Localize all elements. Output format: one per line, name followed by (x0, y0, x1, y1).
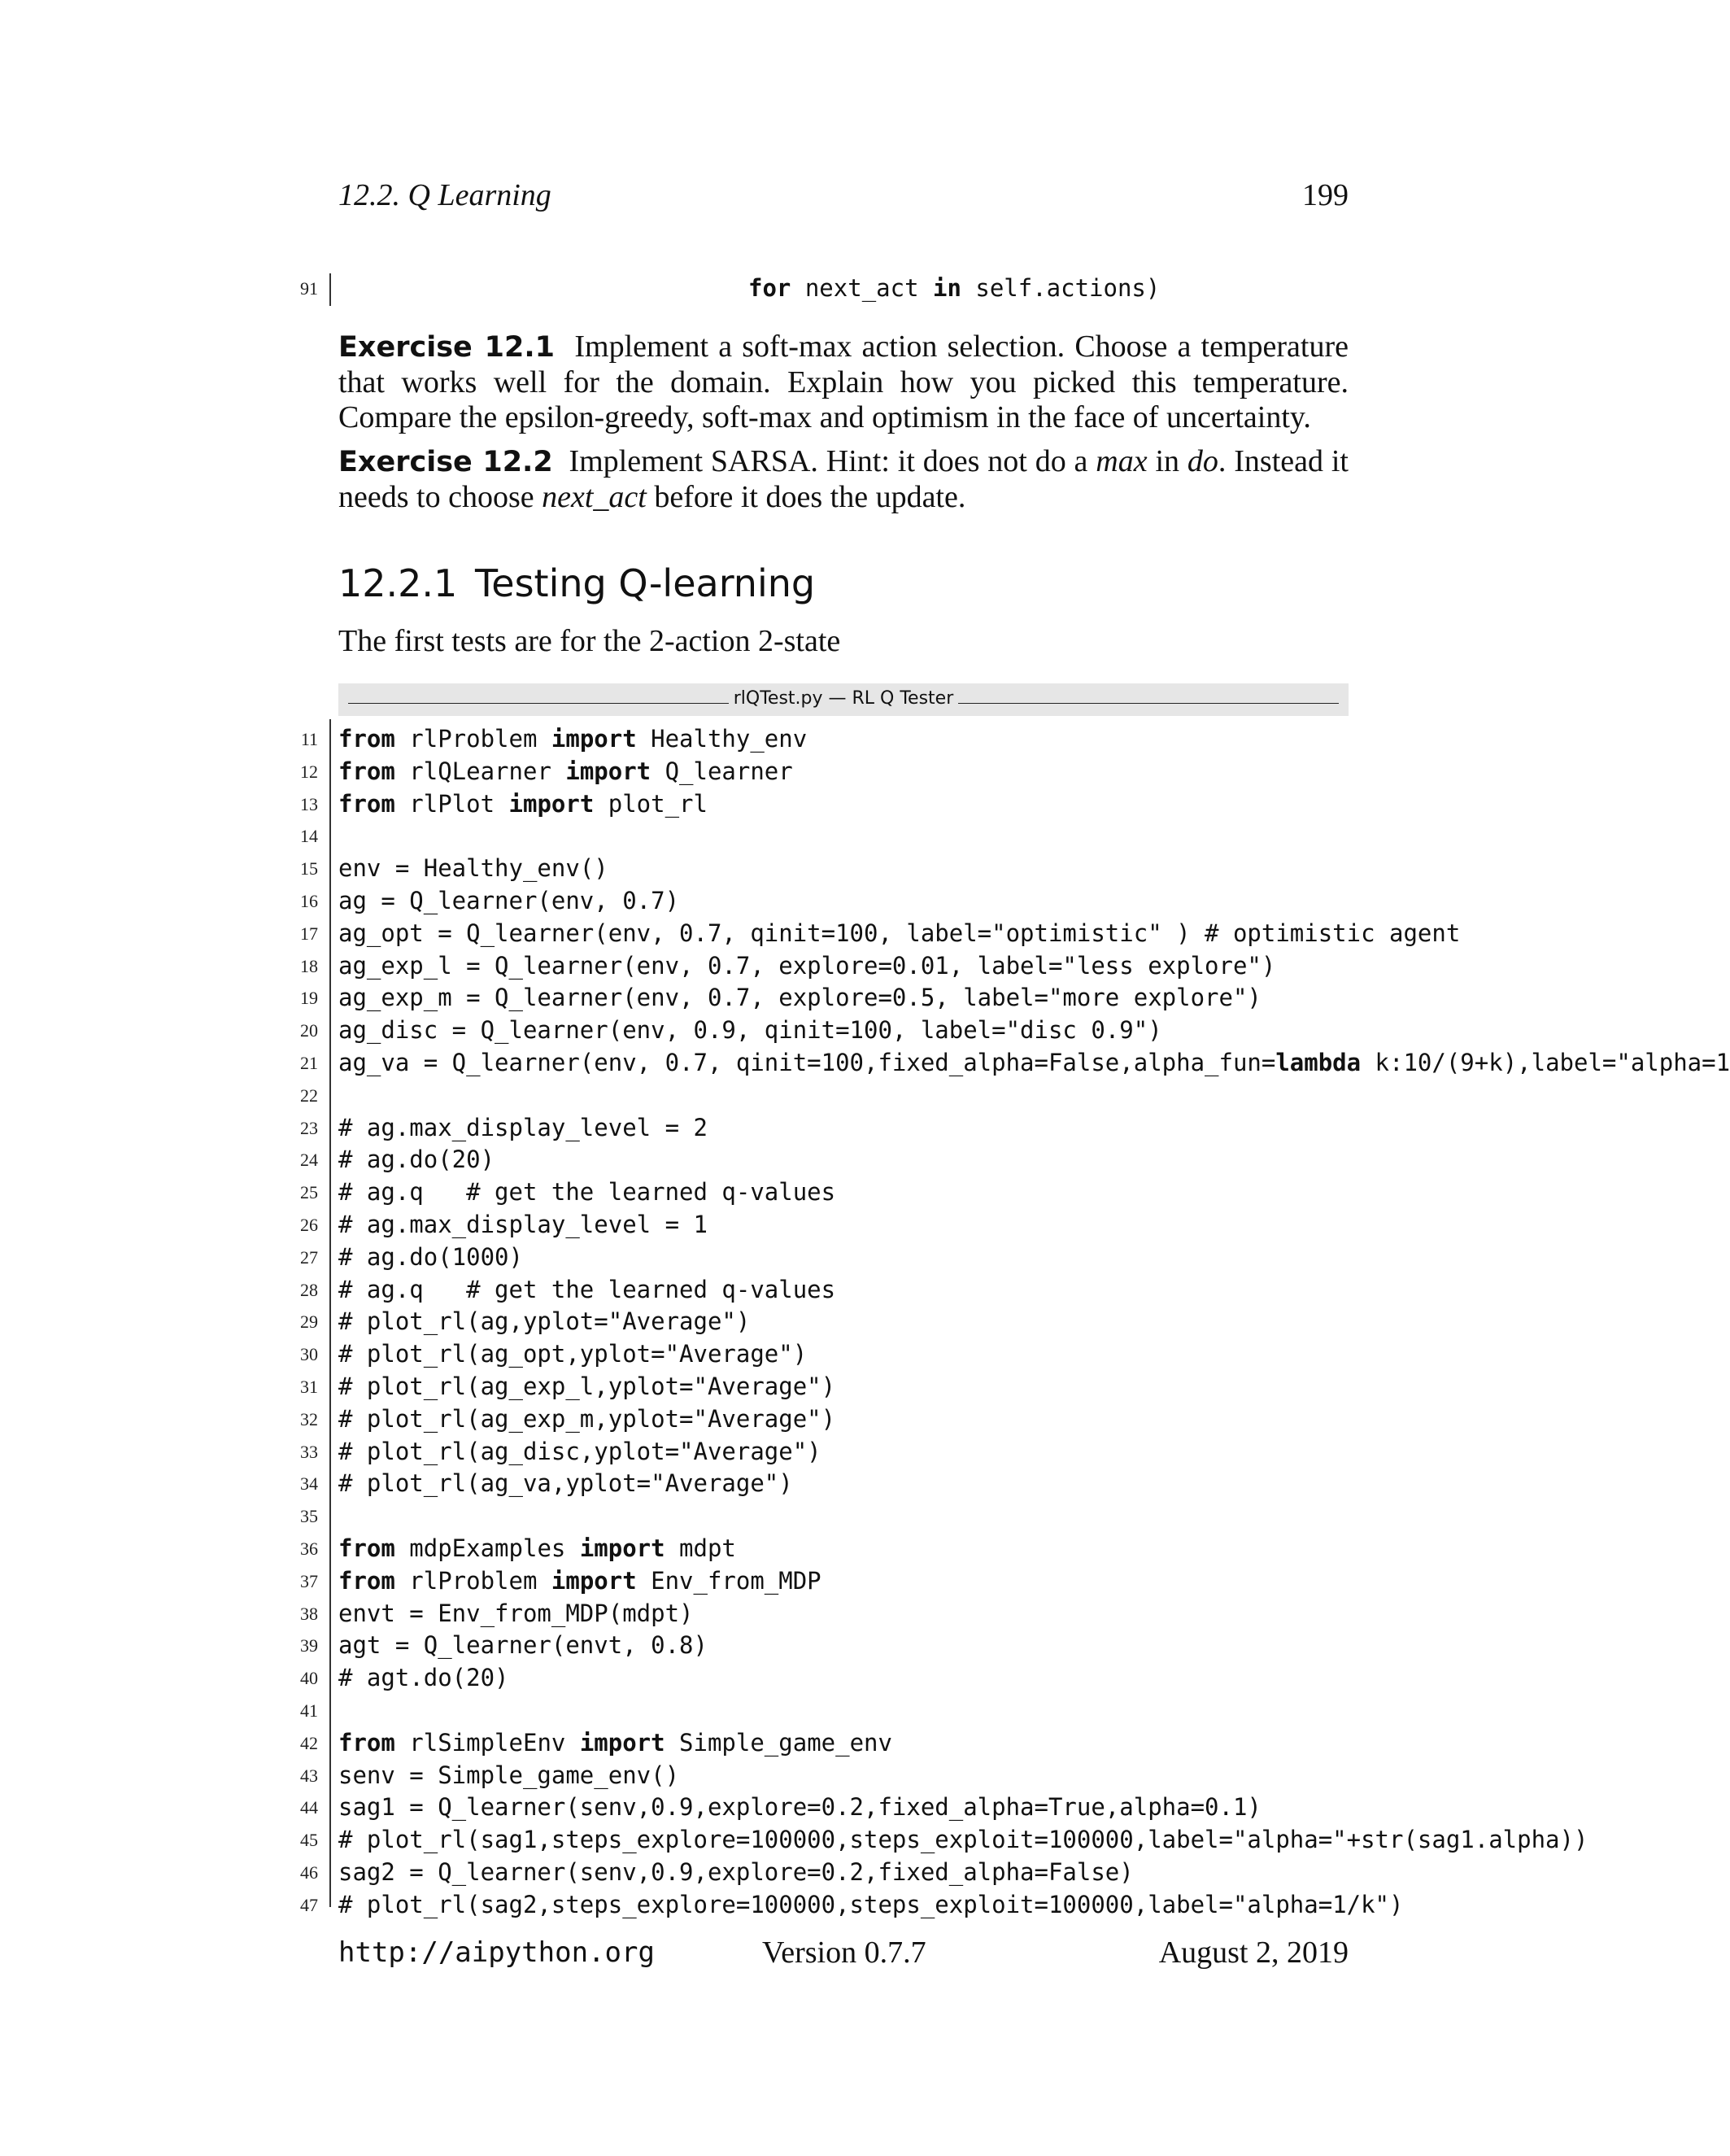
line-number: 17 (300, 923, 318, 944)
line-number: 43 (300, 1765, 318, 1786)
section-heading (338, 561, 815, 605)
line-number: 32 (300, 1408, 318, 1429)
code-text: mdpt (665, 1534, 736, 1562)
keyword: lambda (1275, 1049, 1362, 1076)
running-title: 12.2. Q Learning (338, 178, 551, 212)
code-line (338, 1597, 694, 1630)
exercise-12-2 (338, 444, 1349, 515)
code-line (338, 1305, 750, 1338)
code-line (338, 755, 793, 788)
keyword: from (338, 1534, 395, 1562)
exercise-text: . Instead it needs to choose (338, 444, 1349, 514)
line-number: 22 (300, 1085, 318, 1106)
line-number: 12 (300, 761, 318, 782)
code-text: ag_disc = Q_learner(env, 0.9, qinit=100, label="disc 0.9") (338, 1016, 1162, 1045)
exercise-label: Exercise 12.2 (338, 446, 553, 478)
code-line (338, 1565, 821, 1597)
code-line (338, 1111, 708, 1144)
code-line (338, 1403, 835, 1435)
exercise-label: Exercise 12.1 (338, 331, 556, 364)
line-number: 31 (300, 1377, 318, 1397)
code-text: # plot_rl(ag_opt,yplot="Average") (338, 1340, 808, 1368)
file-banner (338, 683, 1349, 716)
code-text: senv = Simple_game_env() (338, 1761, 680, 1789)
code-text: # ag.do(1000) (338, 1242, 523, 1271)
code-text: ag_exp_m = Q_learner(env, 0.7, explore=0.5, label="more explore") (338, 984, 1262, 1012)
code-line (338, 1629, 708, 1661)
line-number: 16 (300, 891, 318, 911)
footer-url[interactable]: http://aipython.org (338, 1936, 655, 1969)
code-text: # plot_rl(ag_disc,yplot="Average") (338, 1437, 821, 1465)
code-line (338, 1823, 1588, 1856)
code-line (338, 1370, 835, 1403)
keyword: import (565, 757, 651, 785)
line-number: 13 (300, 793, 318, 814)
line-number: 21 (300, 1053, 318, 1073)
code-line (338, 1467, 793, 1499)
code-text: ag_exp_l = Q_learner(env, 0.7, explore=0.01, label="less explore") (338, 951, 1276, 980)
section-number: 12.2.1 (338, 561, 458, 605)
code-text: rlProblem (394, 725, 551, 753)
exercise-text: in (1147, 444, 1187, 478)
keyword: import (579, 1534, 665, 1562)
line-number: 47 (300, 1894, 318, 1915)
emphasis: next_act (542, 480, 647, 514)
keyword: from (338, 757, 395, 785)
code-text: rlPlot (394, 789, 509, 818)
code-text: k:10/(9+k),label="alpha=1 (1361, 1049, 1730, 1076)
code-line (338, 1241, 523, 1273)
code-text: # ag.q # get the learned q-values (338, 1178, 836, 1207)
code-line (338, 1759, 679, 1792)
line-number: 30 (300, 1344, 318, 1365)
code-text: sag1 = Q_learner(senv,0.9,explore=0.2,fixed_alpha=True,alpha=0.1) (338, 1793, 1262, 1822)
code-text: # plot_rl(ag_exp_m,yplot="Average") (338, 1404, 836, 1433)
line-number: 40 (300, 1668, 318, 1689)
line-number: 20 (300, 1020, 318, 1041)
code-text: # plot_rl(sag1,steps_explore=100000,steps_exploit=100000,label="alpha="+str(sag1.alpha)) (338, 1826, 1588, 1854)
code-text: self.actions) (961, 274, 1161, 302)
keyword: import (551, 725, 637, 753)
line-number: 18 (300, 955, 318, 976)
code-text: ag_opt = Q_learner(env, 0.7, qinit=100, label="optimistic" ) # optimistic agent (338, 919, 1461, 947)
section-title: Testing Q-learning (475, 561, 816, 605)
code-line (338, 1791, 1262, 1823)
code-text: Healthy_env (636, 725, 808, 753)
code-text: env = Healthy_env() (338, 854, 608, 883)
code-text: # plot_rl(ag,yplot="Average") (338, 1307, 751, 1336)
line-number: 44 (300, 1797, 318, 1818)
line-number: 38 (300, 1603, 318, 1624)
exercise-text: Implement a soft-max action selection. Choose a temperature that works well for the domain. Explain how you picked this temperature. Compare the epsilon-greedy, soft-max and optimism in the face of uncertainty. (338, 330, 1349, 434)
code-text: # ag.do(20) (338, 1146, 495, 1174)
code-line (338, 884, 679, 917)
code-text: # plot_rl(ag_exp_l,yplot="Average") (338, 1373, 836, 1400)
code-text: Simple_game_env (665, 1728, 892, 1757)
line-number: 45 (300, 1830, 318, 1851)
line-number: 33 (300, 1441, 318, 1462)
line-number: 29 (300, 1311, 318, 1333)
code-text: Env_from_MDP (636, 1566, 821, 1595)
line-number: 24 (300, 1150, 318, 1171)
code-rule (329, 273, 331, 306)
line-number: 28 (300, 1279, 318, 1300)
code-line (338, 1856, 1134, 1888)
code-line (338, 1208, 708, 1241)
code-line (338, 949, 1275, 982)
code-line-91 (748, 272, 1160, 304)
line-number: 36 (300, 1538, 318, 1559)
emphasis: do (1187, 444, 1218, 478)
keyword: import (508, 789, 595, 818)
code-line (338, 1176, 835, 1208)
code-text: # ag.q # get the learned q-values (338, 1275, 836, 1303)
line-number: 35 (300, 1506, 318, 1527)
page-number: 199 (1302, 178, 1349, 212)
code-text: ag_va = Q_learner(env, 0.7, qinit=100,fixed_alpha=False,alpha_fun= (338, 1049, 1276, 1076)
intro-text: The first tests are for the 2-action 2-state (338, 624, 841, 658)
line-number: 19 (300, 988, 318, 1009)
code-line (338, 722, 807, 755)
emphasis: max (1096, 444, 1148, 478)
code-text: # plot_rl(ag_va,yplot="Average") (338, 1469, 793, 1498)
code-line (338, 1273, 835, 1306)
exercise-12-1 (338, 330, 1349, 435)
code-line (338, 788, 708, 820)
line-number: 39 (300, 1635, 318, 1656)
code-text: agt = Q_learner(envt, 0.8) (338, 1631, 708, 1660)
code-rule (329, 719, 331, 1907)
code-text: rlSimpleEnv (394, 1728, 580, 1757)
code-text: sag2 = Q_learner(senv,0.9,explore=0.2,fixed_alpha=False) (338, 1858, 1134, 1886)
code-line (338, 1143, 495, 1176)
line-number: 46 (300, 1862, 318, 1883)
line-number: 15 (300, 858, 318, 879)
footer-version: Version 0.7.7 (762, 1936, 926, 1970)
code-line (338, 1661, 509, 1694)
code-text: # ag.max_display_level = 2 (338, 1113, 708, 1141)
code-line (338, 1726, 892, 1759)
code-text: next_act (791, 274, 933, 302)
code-text: # plot_rl(sag2,steps_explore=100000,steps_exploit=100000,label="alpha=1/k") (338, 1890, 1404, 1918)
line-number: 11 (300, 729, 318, 749)
code-text: rlQLearner (394, 757, 566, 785)
code-line (338, 1435, 821, 1468)
code-line (338, 1046, 1730, 1079)
code-text: # agt.do(20) (338, 1664, 509, 1692)
line-number: 34 (300, 1473, 318, 1495)
code-text: ag = Q_learner(env, 0.7) (338, 887, 680, 914)
line-number: 42 (300, 1732, 318, 1753)
code-line (338, 981, 1262, 1014)
line-number: 26 (300, 1215, 318, 1235)
code-line (338, 1888, 1403, 1921)
code-text: envt = Env_from_MDP(mdpt) (338, 1599, 694, 1627)
line-number: 14 (300, 826, 318, 847)
code-line (338, 917, 1460, 949)
code-line (338, 1338, 807, 1370)
code-line (338, 1014, 1162, 1046)
code-text: rlProblem (394, 1566, 551, 1595)
code-text: plot_rl (594, 789, 708, 818)
line-number: 91 (300, 278, 318, 299)
line-number: 41 (300, 1700, 318, 1721)
file-caption-text: rlQTest.py — RL Q Tester (729, 688, 959, 709)
code-text: Q_learner (651, 757, 793, 785)
keyword: import (579, 1728, 665, 1757)
file-caption (338, 688, 1349, 709)
keyword: from (338, 1728, 395, 1757)
line-number: 37 (300, 1570, 318, 1591)
keyword: from (338, 1566, 395, 1595)
line-number: 23 (300, 1117, 318, 1138)
keyword: from (338, 725, 395, 753)
keyword: for (748, 274, 791, 302)
line-number: 27 (300, 1246, 318, 1268)
code-line (338, 1532, 736, 1565)
code-text: mdpExamples (394, 1534, 580, 1562)
keyword: from (338, 789, 395, 818)
line-number: 25 (300, 1182, 318, 1203)
exercise-text: Implement SARSA. Hint: it does not do a (569, 444, 1096, 478)
code-text: # ag.max_display_level = 1 (338, 1211, 708, 1238)
keyword: in (933, 274, 961, 302)
footer-date: August 2, 2019 (1158, 1936, 1349, 1970)
keyword: import (551, 1566, 637, 1595)
code-line (338, 852, 608, 884)
exercise-text: before it does the update. (646, 480, 966, 514)
